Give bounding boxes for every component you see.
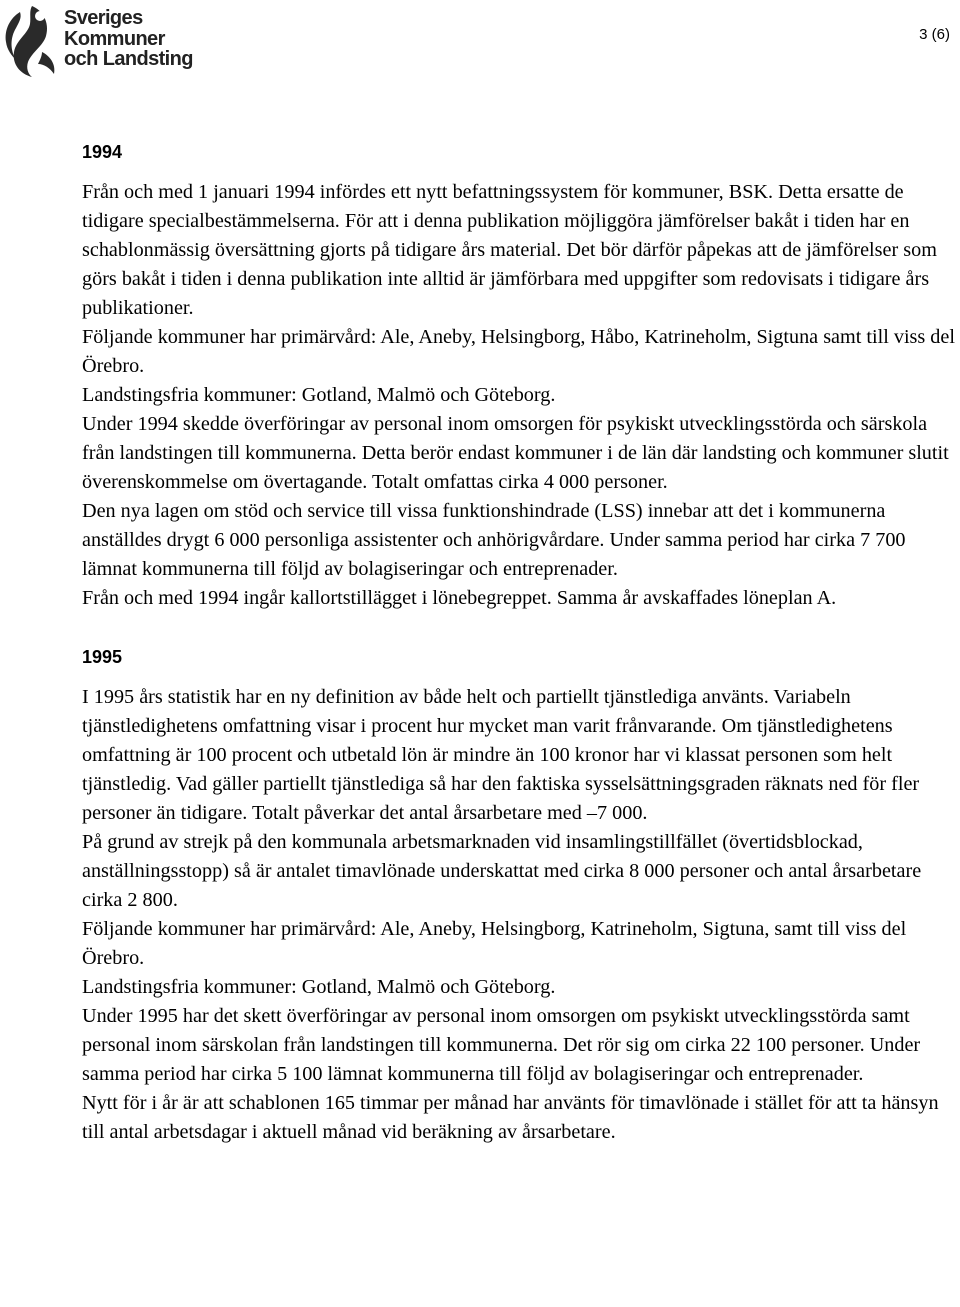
paragraph: Den nya lagen om stöd och service till vissa funktionshindrade (LSS) innebar att det i kommunerna anställdes drygt 6 000 personliga assistenter och anhörigvårdare. Under samma period har cirka 7 700 lämnat kommunerna till följd av bolagiseringar och entreprenader. (82, 500, 906, 580)
logo-line-1: Sveriges (64, 7, 143, 29)
paragraph: Landstingsfria kommuner: Gotland, Malmö och Göteborg. (82, 976, 556, 998)
section-heading-1994: 1994 (82, 142, 123, 162)
paragraph: Under 1995 har det skett överföringar av personal inom omsorgen om psykiskt utvecklingsstörda samt personal inom särskolan från landstingen till kommunerna. Det rör sig om cirka 22 100 personer. Under samma period har cirka 5 100 lämnat kommunerna till följd av bolagiseringar och entreprenader. (82, 1005, 921, 1085)
paragraph: Nytt för i år är att schablonen 165 timmar per månad har använts för timavlönade i stället för att ta hänsyn till antal arbetsdagar i aktuell månad vid beräkning av årsarbetare. (82, 1092, 939, 1143)
page-number: 3 (6) (919, 26, 950, 43)
paragraph: Från och med 1994 ingår kallortstillägget i lönebegreppet. Samma år avskaffades löneplan A. (82, 587, 837, 609)
paragraph: Landstingsfria kommuner: Gotland, Malmö och Göteborg. (82, 384, 556, 406)
section-heading-1995: 1995 (82, 647, 123, 667)
paragraph: Följande kommuner har primärvård: Ale, Aneby, Helsingborg, Katrineholm, Sigtuna, samt till viss del Örebro. (82, 918, 907, 969)
logo-emblem-icon (2, 2, 60, 78)
paragraph: Under 1994 skedde överföringar av personal inom omsorgen för psykiskt utvecklingsstörda och särskola från landstingen till kommunerna. Detta berör endast kommuner i de län där landsting och kommuner slutit överenskommelse om övertagande. Totalt omfattas cirka 4 000 personer. (82, 413, 949, 493)
paragraph: På grund av strejk på den kommunala arbetsmarknaden vid insamlingstillfället (övertidsblockad, anställningsstopp) så är antalet timavlönade underskattat med cirka 8 000 personer och antal årsarbetare cirka 2 800. (82, 831, 922, 911)
document-body (82, 140, 958, 1147)
paragraph: Från och med 1 januari 1994 infördes ett nytt befattningssystem för kommuner, BSK. Detta ersatte de tidigare specialbestämmelserna. För att i denna publikation möjliggöra jämförelser bakåt i tiden har en schablonmässig översättning gjorts på tidigare års material. Det bör därför påpekas att de jämförelser som görs bakåt i tiden i denna publikation inte alltid är jämförbara med uppgifter som redovisats i tidigare års publikationer. (82, 181, 937, 319)
logo-line-2: Kommuner (64, 27, 165, 50)
paragraph: I 1995 års statistik har en ny definition av både helt och partiellt tjänstlediga använts. Variabeln tjänstledighetens omfattning visar i procent hur mycket man varit frånvarande. Om tjänstledighetens omfattning är 100 procent och utbetald lön är mindre än 100 kronor har vi klassat personen som helt tjänstledig. Vad gäller partiellt tjänstlediga så har den faktiska sysselsättningsgraden räknats ned för fler personer än tidigare. Totalt påverkar det antal årsarbetare med –7 000. (82, 686, 920, 824)
paragraph: Följande kommuner har primärvård: Ale, Aneby, Helsingborg, Håbo, Katrineholm, Sigtuna samt till viss del Örebro. (82, 326, 955, 377)
logo-line-3: och Landsting (64, 48, 193, 70)
organization-logo (0, 0, 200, 80)
